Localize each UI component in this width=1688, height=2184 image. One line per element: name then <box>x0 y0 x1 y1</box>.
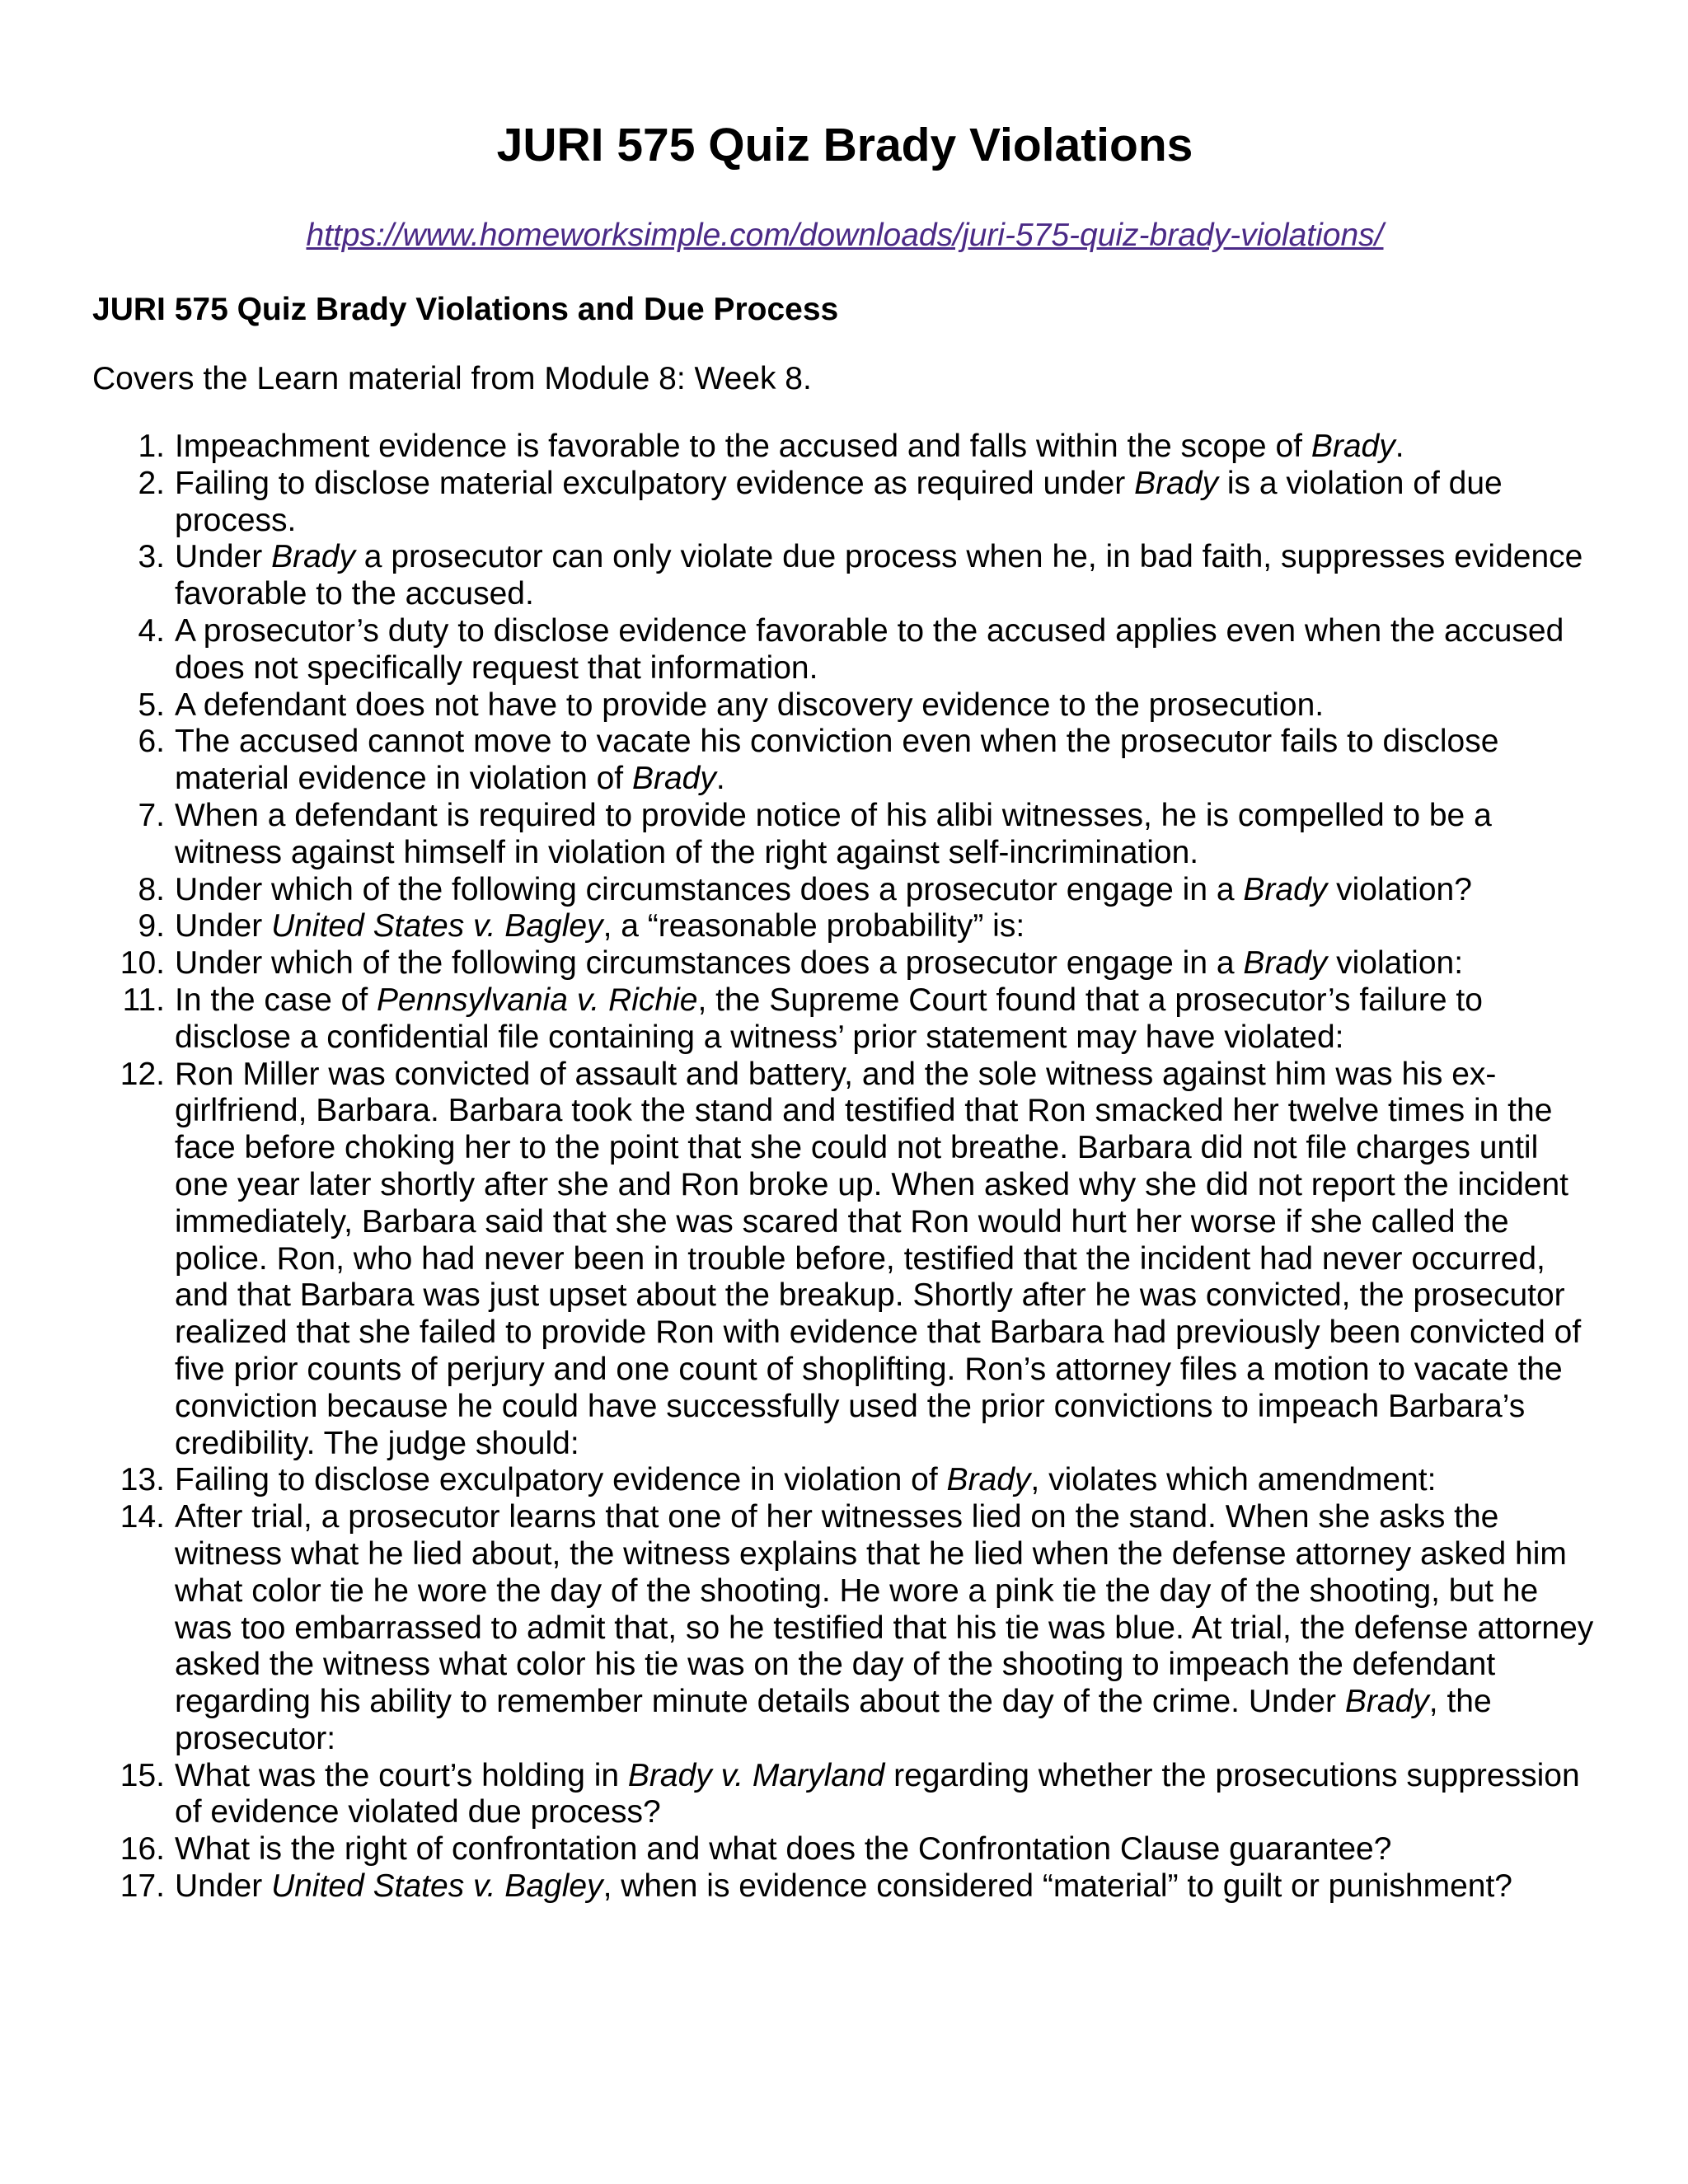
question-number: 9. <box>138 908 165 944</box>
question-text <box>175 1499 1597 1758</box>
question-text-run: , the Supreme Court found that a prosecutor’s failure to disclose a confidential file containing a witness’ prior statement may have violated: <box>175 982 1483 1055</box>
question-text <box>175 1057 1597 1463</box>
question-number: 2. <box>138 465 165 501</box>
question-text-run: , when is evidence considered “material” to guilt or punishment? <box>603 1868 1512 1905</box>
question-list <box>92 399 1597 1905</box>
case-name-italic: United States v. Bagley <box>271 1868 603 1905</box>
question-text-run: When a defendant is required to provide notice of his alibi witnesses, he is compelled to be a witness against himself in violation of the right against self-incrimination. <box>175 797 1492 870</box>
question-item <box>92 687 1597 724</box>
case-name-italic: Brady v. Maryland <box>627 1757 885 1793</box>
question-text <box>175 1831 1597 1868</box>
question-number: 16. <box>120 1831 165 1868</box>
case-name-italic: Pennsylvania v. Richie <box>377 982 698 1018</box>
question-item <box>92 1462 1597 1499</box>
case-name-italic: Brady <box>1311 429 1395 464</box>
question-text <box>175 429 1597 466</box>
question-item <box>92 1499 1597 1758</box>
case-name-italic: Brady <box>631 761 716 797</box>
question-number: 4. <box>138 612 165 649</box>
question-text-run: What was the court’s holding in <box>175 1757 628 1793</box>
case-name-italic: Brady <box>1134 465 1219 501</box>
question-item <box>92 724 1597 798</box>
question-text-run: In the case of <box>175 982 377 1018</box>
question-text <box>175 1868 1597 1905</box>
question-item <box>92 798 1597 872</box>
source-link-line <box>92 176 1597 255</box>
question-text-run: , violates which amendment: <box>1030 1462 1437 1498</box>
question-text-run: Impeachment evidence is favorable to the accused and falls within the scope of <box>175 429 1311 464</box>
question-number: 6. <box>138 724 165 760</box>
question-item <box>92 1868 1597 1905</box>
question-item <box>92 908 1597 945</box>
question-text-run: , the prosecutor: <box>175 1684 1492 1756</box>
question-text <box>175 908 1597 945</box>
question-text <box>175 724 1597 798</box>
question-number: 3. <box>138 539 165 575</box>
question-text-run: What is the right of confrontation and what does the Confrontation Clause guarantee? <box>175 1831 1392 1868</box>
question-text-run: a prosecutor can only violate due process when he, in bad faith, suppresses evidence favorable to the accused. <box>175 539 1583 612</box>
question-number: 12. <box>120 1056 165 1092</box>
question-text-run: , a “reasonable probability” is: <box>603 908 1025 944</box>
question-text <box>175 466 1597 540</box>
question-number: 1. <box>138 429 165 464</box>
question-text <box>175 982 1597 1057</box>
case-name-italic: United States v. Bagley <box>271 908 603 944</box>
question-number: 14. <box>120 1499 165 1535</box>
question-text <box>175 872 1597 909</box>
question-item <box>92 1758 1597 1832</box>
case-name-italic: Brady <box>1243 871 1328 907</box>
question-text-run: violation? <box>1327 871 1472 907</box>
question-item <box>92 539 1597 613</box>
case-name-italic: Brady <box>1243 945 1328 982</box>
case-name-italic: Brady <box>1344 1684 1429 1720</box>
source-link[interactable]: https://www.homeworksimple.com/downloads/juri-575-quiz-brady-violations/ <box>306 218 1384 253</box>
question-number: 11. <box>122 982 165 1018</box>
question-text-run: Under which of the following circumstances does a prosecutor engage in a <box>175 871 1244 907</box>
question-text-run: is a violation of due process. <box>175 465 1503 538</box>
question-text-run: Failing to disclose exculpatory evidence in violation of <box>175 1462 947 1498</box>
question-item <box>92 1057 1597 1463</box>
question-text <box>175 1462 1597 1499</box>
question-number: 8. <box>138 871 165 907</box>
document-title: JURI 575 Quiz Brady Violations <box>496 119 1193 171</box>
question-text-run: Under which of the following circumstances does a prosecutor engage in a <box>175 945 1244 982</box>
intro-text: Covers the Learn material from Module 8: Week 8. <box>92 361 812 396</box>
question-text-run: A defendant does not have to provide any discovery evidence to the prosecution. <box>175 687 1325 723</box>
question-text-run: regarding whether the prosecutions suppression of evidence violated due process? <box>175 1757 1580 1830</box>
question-text-run: . <box>715 761 725 797</box>
question-item <box>92 429 1597 466</box>
question-number: 7. <box>138 797 165 833</box>
question-item <box>92 982 1597 1057</box>
question-text-run: Under <box>175 539 272 575</box>
question-item <box>92 466 1597 540</box>
question-text-run: Failing to disclose material exculpatory evidence as required under <box>175 465 1135 501</box>
question-text <box>175 539 1597 613</box>
question-text <box>175 687 1597 724</box>
question-text <box>175 798 1597 872</box>
question-item <box>92 613 1597 687</box>
case-name-italic: Brady <box>271 539 355 575</box>
question-text-run: . <box>1395 429 1404 464</box>
question-text <box>175 613 1597 687</box>
question-number: 13. <box>120 1462 165 1498</box>
question-item <box>92 872 1597 909</box>
question-text-run: Under <box>175 1868 272 1905</box>
case-name-italic: Brady <box>946 1462 1031 1498</box>
question-item <box>92 945 1597 982</box>
question-text-run: The accused cannot move to vacate his conviction even when the prosecutor fails to disclose material evidence in violation of <box>175 724 1499 797</box>
question-number: 15. <box>120 1757 165 1793</box>
question-text-run: Ron Miller was convicted of assault and battery, and the sole witness against him was his ex-girlfriend, Barbara. Barbara took the stand and testified that Ron smacked her twelve times in the face before choking her to the point that she could not breathe. Barbara did not file charges until one year later shortly after she and Ron broke up. When asked why she did not report the incident immediately, Barbara said that she was scared that Ron would hurt her worse if she called the police. Ron, who had never been in trouble before, testified that the incident had never occurred, and that Barbara was just upset about the breakup. Shortly after he was convicted, the prosecutor realized that she failed to provide Ron with evidence that Barbara had previously been convicted of five prior counts of perjury and one count of shoplifting. Ron’s attorney files a motion to vacate the conviction because he could have successfully used the prior convictions to impeach Barbara’s credibility. The judge should: <box>175 1056 1582 1461</box>
question-item <box>92 1831 1597 1868</box>
question-number: 10. <box>120 945 165 982</box>
question-number: 17. <box>120 1868 165 1905</box>
question-text <box>175 1758 1597 1832</box>
question-text-run: After trial, a prosecutor learns that one of her witnesses lied on the stand. When she asks the witness what he lied about, the witness explains that he lied when the defense attorney asked him what color tie he wore the day of the shooting. He wore a pink tie the day of the shooting, but he was too embarrassed to admit that, so he testified that his tie was blue. At trial, the defense attorney asked the witness what color his tie was on the day of the shooting to impeach the defendant regarding his ability to remember minute details about the day of the crime. Under <box>175 1499 1594 1720</box>
question-text-run: Under <box>175 908 272 944</box>
question-text-run: violation: <box>1327 945 1464 982</box>
section-heading: JURI 575 Quiz Brady Violations and Due Process <box>92 292 839 327</box>
question-number: 5. <box>138 687 165 723</box>
question-text-run: A prosecutor’s duty to disclose evidence favorable to the accused applies even when the accused does not specifically request that information. <box>175 612 1564 686</box>
question-text <box>175 945 1597 982</box>
